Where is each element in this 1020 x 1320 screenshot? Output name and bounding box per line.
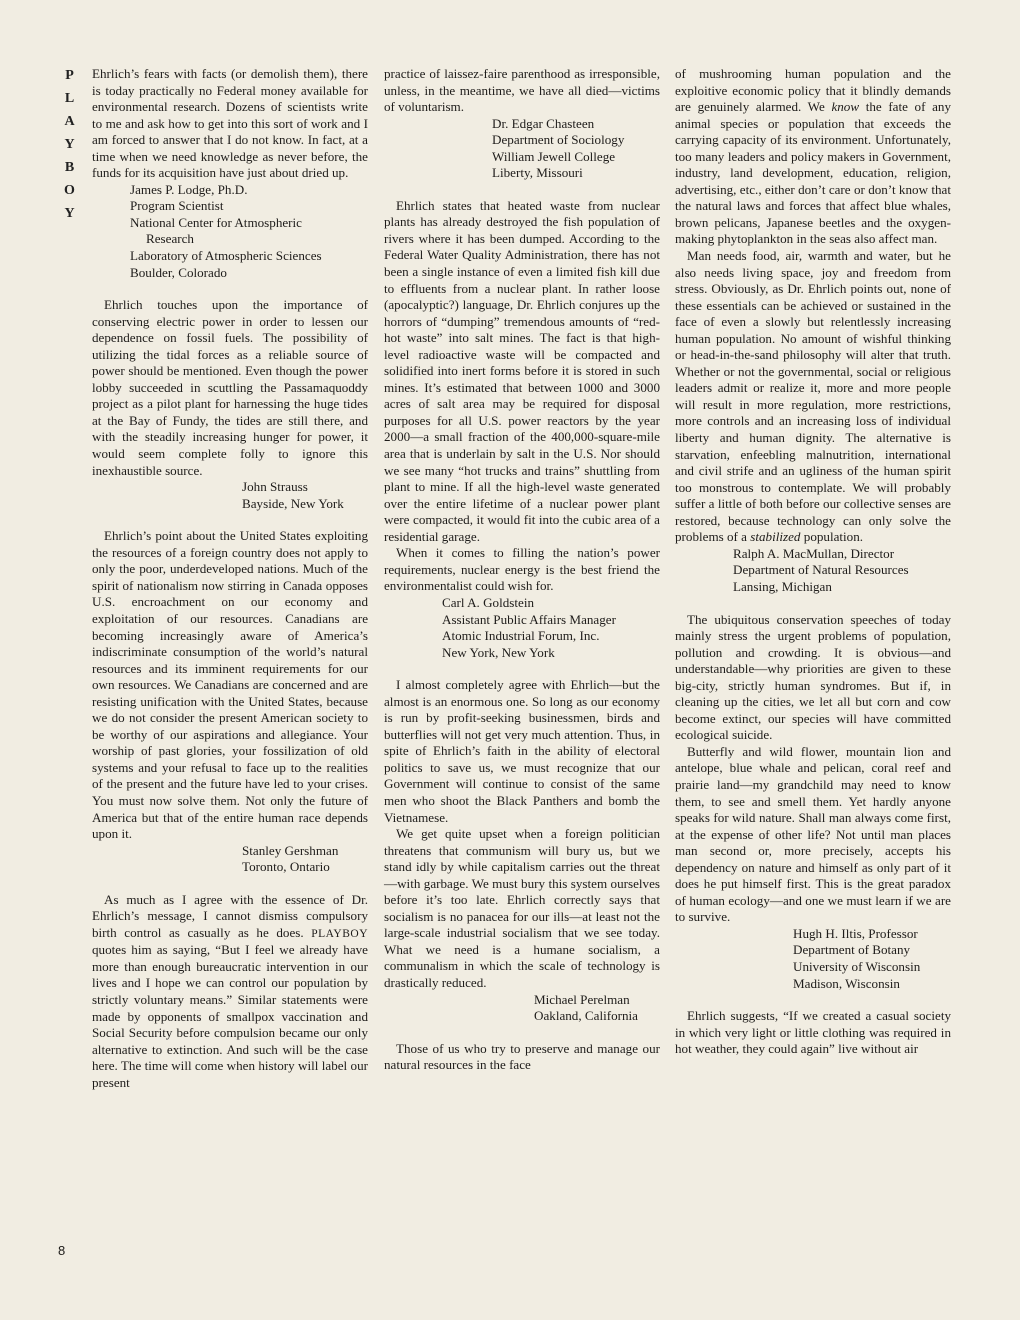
- signature-line: Dr. Edgar Chasteen: [492, 115, 595, 131]
- signature-line: Lansing, Michigan: [733, 578, 832, 594]
- letter-signature: [384, 595, 660, 661]
- letter-paragraph: The ubiquitous conservation speeches of today mainly stress the urgent problems of population, pollution and crowding. It is obvious—and understandable—why priorities are given to these big-city, strictly human syndromes. But if, in cleaning up the cities, we let all but corn and cow become extinct, our species will have committed ecological suicide.: [675, 611, 951, 743]
- signature-line: National Center for Atmospheric: [130, 214, 302, 230]
- letter-signature: [384, 992, 660, 1025]
- signature-line: Boulder, Colorado: [130, 264, 227, 280]
- letter-signature: [675, 546, 951, 596]
- letter-paragraph: Ehrlich suggests, “If we created a casual society in which very light or little clothing was required in hot weather, they could again” live without air: [675, 1008, 951, 1057]
- letter-paragraph: I almost completely agree with Ehrlich—but the almost is an enormous one. So long as our economy is run by profit-seeking businessmen, birds and butterflies will not get very much attention. Thus, in spite of Ehrlich’s faith in the ability of electoral politics to save us, we must recognize that our Government will continue to consist of the same men who shoot the Black Panthers and bomb the Vietnamese.: [384, 677, 660, 825]
- letter-signature: [92, 479, 368, 512]
- letter-paragraph: Man needs food, air, warmth and water, but he also needs living space, joy and freedom from stress. Obviously, as Dr. Ehrlich points out, none of these essentials can be achieved or sustained in the face of even a slowly but relentlessly increasing human population. No amount of wishful thinking or head-in-the-sand philosophy will alter that truth. Whether or not the governmental, social or religious leaders admit or realize it, more and more people will result in more regulation, more restrictions, more controls and an increasing loss of individual liberty and human dignity. The alternative is starvation, enfeebling malnutrition, international and civil strife and an ugliness of the human spirit too monstrous to contemplate. We will probably suffer a little of both before our collective senses are restored, because technology can only solve the problems of a stabilized population.: [675, 248, 951, 545]
- signature-line: Carl A. Goldstein: [442, 594, 535, 610]
- signature-line: Department of Sociology: [492, 132, 625, 148]
- letter-paragraph: Ehrlich touches upon the importance of conserving electric power in order to lessen our dependence on fossil fuels. The possibility of utilizing the tidal forces as a reliable source of power should be mentioned. Even though the power lobby succeeded in scuttling the Passamaquoddy project as a pilot plant for harnessing the huge tides at the Bay of Fundy, the tides are still there, and with the steadily increasing hunger for power, it would seem complete folly to ignore this inexhaustible source.: [92, 297, 368, 478]
- signature-line: Department of Botany: [793, 942, 911, 958]
- letter-signature: [92, 182, 368, 281]
- column-2: [384, 66, 660, 1074]
- emphasis-text: stabilized: [750, 529, 801, 545]
- letter-signature: [384, 116, 660, 182]
- letter-signature: [675, 926, 951, 992]
- signature-line: William Jewell College: [492, 148, 616, 164]
- signature-line: Program Scientist: [130, 198, 224, 214]
- signature-line: Liberty, Missouri: [492, 165, 583, 181]
- letter-paragraph: When it comes to filling the nation’s power requirements, nuclear energy is the best friend the environmentalist could wish for.: [384, 545, 660, 594]
- magazine-name-inline: PLAYBOY: [311, 927, 369, 940]
- signature-line: Ralph A. MacMullan, Director: [733, 545, 895, 561]
- letter-paragraph: As much as I agree with the essence of Dr. Ehrlich’s message, I cannot dismiss compulsory birth control as casually as he does. PLAYBOY quotes him as saying, “But I feel we already have more than enough bureaucratic intervention in our lives and I hope we can control our population by strictly voluntary means.” Similar statements were made by opponents of smallpox vaccination and Social Security before compulsion became our only alternative to extinction. And such will be the case here. The time will come when history will label our present: [92, 891, 369, 1090]
- magazine-title-vertical: [58, 68, 78, 229]
- emphasis-text: know: [831, 99, 860, 115]
- signature-line: Stanley Gershman: [242, 842, 339, 858]
- signature-line: Michael Perelman: [534, 991, 630, 1007]
- letter-paragraph: Ehrlich’s fears with facts (or demolish them), there is today practically no Federal money available for environmental research. Dozens of scientists write to me and ask how to get into this sort of work and I am forced to answer that I do not know. In fact, at a time when we need knowledge as never before, the funds for its acquisition have just about dried up.: [92, 66, 368, 181]
- signature-line: Hugh H. Iltis, Professor: [793, 925, 918, 941]
- letter-paragraph: Those of us who try to preserve and manage our natural resources in the face: [384, 1040, 660, 1073]
- letter-paragraph: Ehrlich states that heated waste from nuclear plants has already destroyed the fish population of rivers where it has been dumped. According to the Federal Water Quality Administration, there has not been a single instance of even a limited fish kill due to effluents from a nuclear plant. In rather loose (apocalyptic?) language, Dr. Ehrlich conjures up the horrors of “dumping” tremendous amounts of “red-hot waste” into salt mines. The fact is that high-level radioactive waste will be compacted and solidified into inert forms before it is stored in such mines. It’s estimated that between 1000 and 3000 acres of salt area may be required for disposal purposes for all U.S. power reactors by the year 2000—a small fraction of the 400,000-square-mile area that is underlain by salt in the U.S. Nor should we see many “hot trucks and trains” shuttling from plant to mine. If all the high-level waste generated over the entire lifetime of a nuclear power plant were compacted, it would fit into the cubic area of a residential garage.: [384, 197, 660, 544]
- signature-line: Madison, Wisconsin: [793, 975, 900, 991]
- signature-line: John Strauss: [242, 479, 308, 495]
- letter-paragraph: of mushrooming human population and the exploitive economic policy that it blindly demands are genuinely alarmed. We know the fate of any animal species or population that exceeds the carrying capacity of its environment. Unfortunately, too many leaders and policy makers in Government, industry, land development, education, religion, advertising, etc., either don’t care or don’t know that the natural laws and forces that affect blue whales, brown pelicans, Japanese beetles and the oxygen-making phytoplankton in the seas also affect man.: [675, 66, 951, 247]
- signature-line: Assistant Public Affairs Manager: [442, 611, 616, 627]
- signature-line: New York, New York: [442, 644, 555, 660]
- signature-line: University of Wisconsin: [793, 958, 921, 974]
- letter-paragraph: We get quite upset when a foreign politician threatens that communism will bury us, but we stand idly by while capitalism carries out the threat—with garbage. We must bury this system ourselves before it’s too late. Ehrlich correctly says that socialism is no panacea for our ills—at least not the large-scale industrial socialism that we see today. What we need is a humane socialism, a communalism in which the scale of technology is drastically reduced.: [384, 826, 660, 990]
- signature-line: Laboratory of Atmospheric Sciences: [130, 248, 322, 264]
- letter-paragraph: Ehrlich’s point about the United States exploiting the resources of a foreign country does not apply to only the poor, underdeveloped nations. Much of the spirit of nationalism now stirring in Canada opposes U.S. encroachment on our economy and exploitation of our resources. Canadians are becoming increasingly aware of America’s indiscriminate consumption of the world’s natural resources and its imminent requirements for our own resources. We Canadians are concerned and are resisting unification with the United States, because we do not consider the present American society to be worthy of our aspirations and allegiance. Your worship of past glories, your fossilization of old systems and your refusal to face up to the realities of the present and the future have led to your crises. You must now solve them. Not only the future of America but that of the entire human race depends upon it.: [92, 528, 368, 842]
- page-number: 8: [58, 1243, 66, 1258]
- signature-line: Oakland, California: [534, 1008, 638, 1024]
- signature-line: Research: [146, 231, 194, 247]
- letter-signature: [92, 843, 368, 876]
- signature-line: James P. Lodge, Ph.D.: [130, 181, 248, 197]
- signature-line: Department of Natural Resources: [733, 562, 909, 578]
- letter-paragraph: practice of laissez-faire parenthood as irresponsible, unless, in the meantime, we have all died—victims of voluntarism.: [384, 66, 660, 115]
- column-3: [675, 66, 951, 1058]
- magazine-title-text: PLAYBOY: [62, 68, 77, 229]
- column-1: [92, 66, 368, 1091]
- signature-line: Bayside, New York: [242, 495, 344, 511]
- letter-paragraph: Butterfly and wild flower, mountain lion and antelope, blue whale and pelican, coral reef and prairie land—my grandchild may need to know them, to see and smell them. Yet hardly anyone speaks for wild nature. Shall man always come first, at the expense of other life? Not until man places man second or, more precisely, accepts his dependency on nature and himself as only part of it does he put himself first. This is the great paradox of human ecology—and one we must learn if we are to survive.: [675, 743, 951, 925]
- signature-line: Toronto, Ontario: [242, 859, 330, 875]
- signature-line: Atomic Industrial Forum, Inc.: [442, 628, 600, 644]
